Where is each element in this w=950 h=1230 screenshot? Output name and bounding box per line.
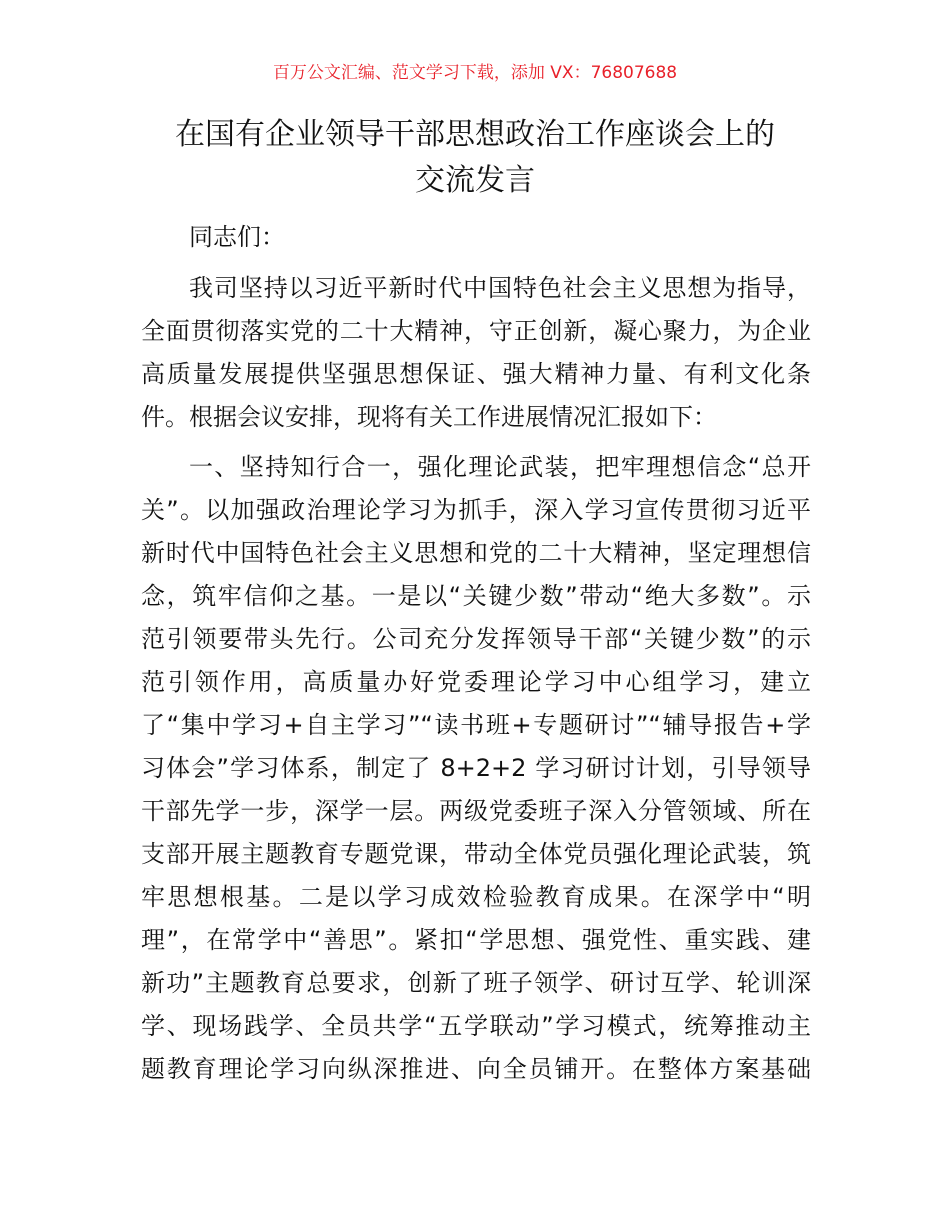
paragraph-line: 新时代中国特色社会主义思想和党的二十大精神，坚定理想信 xyxy=(141,539,811,567)
paragraph-line: 范引领要带头先行。公司充分发挥领导干部“关键少数”的示 xyxy=(141,625,811,653)
paragraph-line: 习体会”学习体系，制定了 8+2+2 学习研讨计划，引导领导 xyxy=(141,754,811,782)
title-line: 在国有企业领导干部思想政治工作座谈会上的 xyxy=(175,117,775,152)
salutation-block xyxy=(141,216,811,259)
document-title xyxy=(0,112,950,204)
title-line: 交流发言 xyxy=(415,163,535,198)
paragraph-line: 题教育理论学习向纵深推进、向全员铺开。在整体方案基础 xyxy=(141,1055,811,1083)
paragraph-line: 理”，在常学中“善思”。紧扣“学思想、强党性、重实践、建 xyxy=(141,926,811,954)
paragraph-line: 高质量发展提供坚强思想保证、强大精神力量、有利文化条 xyxy=(141,360,811,388)
paragraph-line: 范引领作用，高质量办好党委理论学习中心组学习，建立 xyxy=(141,668,811,696)
paragraph-line: 学、现场践学、全员共学“五学联动”学习模式，统筹推动主 xyxy=(141,1012,811,1040)
paragraph-line: 关”。以加强政治理论学习为抓手，深入学习宣传贯彻习近平 xyxy=(141,496,811,524)
paragraph-line: 我司坚持以习近平新时代中国特色社会主义思想为指导， xyxy=(189,274,811,302)
paragraph-line: 件。根据会议安排，现将有关工作进展情况汇报如下： xyxy=(141,403,717,431)
paragraph-line: 牢思想根基。二是以学习成效检验教育成果。在深学中“明 xyxy=(141,883,811,911)
paragraph-intro xyxy=(141,267,811,439)
paragraph-line: 了“集中学习+自主学习”“读书班+专题研讨”“辅导报告+学 xyxy=(141,711,811,739)
paragraph-line: 新功”主题教育总要求，创新了班子领学、研讨互学、轮训深 xyxy=(141,969,811,997)
salutation: 同志们： xyxy=(189,223,285,251)
paragraph-line: 支部开展主题教育专题党课，带动全体党员强化理论武装，筑 xyxy=(141,840,811,868)
paragraph-line: 干部先学一步，深学一层。两级党委班子深入分管领域、所在 xyxy=(141,797,811,825)
watermark-header: 百万公文汇编、范文学习下载，添加 VX：76807688 xyxy=(272,63,678,83)
paragraph-section-1 xyxy=(141,446,811,1091)
paragraph-line: 一、坚持知行合一，强化理论武装，把牢理想信念“总开 xyxy=(189,453,811,481)
paragraph-line: 念，筑牢信仰之基。一是以“关键少数”带动“绝大多数”。示 xyxy=(141,582,811,610)
paragraph-line: 全面贯彻落实党的二十大精神，守正创新，凝心聚力，为企业 xyxy=(141,317,811,345)
